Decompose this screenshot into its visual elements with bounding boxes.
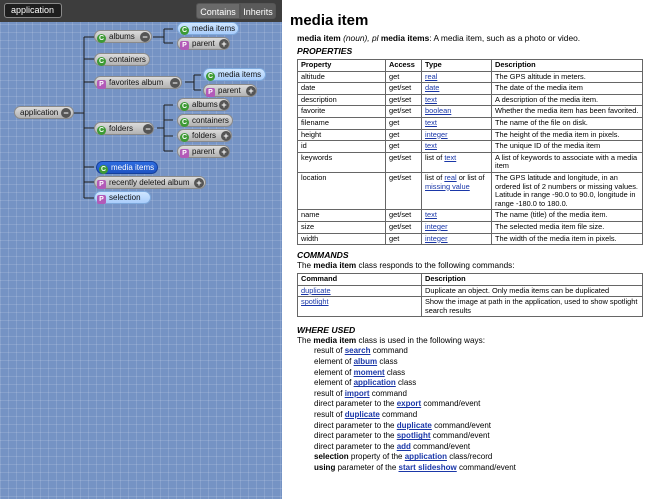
tree-node-label: parent xyxy=(192,39,215,48)
expand-icon[interactable]: + xyxy=(219,147,229,157)
where-used-intro xyxy=(290,336,647,346)
collapse-icon[interactable]: − xyxy=(140,32,150,42)
property-description: The width of the media item in pixels. xyxy=(492,233,643,245)
column-header: Description xyxy=(492,60,643,72)
type-link[interactable]: text xyxy=(444,152,457,162)
property-description: The name of the file on disk. xyxy=(492,117,643,129)
table-row xyxy=(298,152,643,172)
expand-icon[interactable]: + xyxy=(221,131,231,141)
class-icon: C xyxy=(98,58,105,65)
tree-node-label: containers xyxy=(192,116,229,125)
property-name: name xyxy=(298,210,386,222)
documentation-pane xyxy=(282,0,647,499)
definition-text: : A media item, such as a photo or video. xyxy=(429,33,581,43)
property-name: filename xyxy=(298,117,386,129)
used-intro-post: class is used in the following ways: xyxy=(358,336,485,346)
class-icon: C xyxy=(181,134,188,141)
used-bold-term: using xyxy=(314,463,336,472)
property-description: The height of the media item in pixels. xyxy=(492,129,643,141)
list-item: element of moment class xyxy=(314,367,406,377)
property-description: The GPS latitude and longitude, in an ordered list of 2 numbers or missing values. Latitude in range -90.0 to 90.0, longitude in range -180.0 to 180.0. xyxy=(492,172,643,209)
commands-table xyxy=(297,273,643,317)
class-icon: C xyxy=(181,119,188,126)
tree-node-label: albums xyxy=(109,32,135,41)
property-icon: P xyxy=(180,149,189,158)
table-row xyxy=(298,129,643,141)
tab-contains[interactable]: Contains xyxy=(196,3,240,19)
property-name: altitude xyxy=(298,71,386,83)
property-access: get xyxy=(386,117,422,129)
list-item: element of album class xyxy=(314,357,398,367)
table-header-row xyxy=(298,274,643,286)
command-link[interactable]: duplicate xyxy=(301,285,331,295)
list-item: element of application class xyxy=(314,378,417,388)
tree-node-label: parent xyxy=(218,86,241,95)
property-name: description xyxy=(298,94,386,106)
property-icon: P xyxy=(97,180,106,189)
property-type: list of real or list of missing value xyxy=(422,172,492,209)
property-access: get/set xyxy=(386,172,422,209)
tree-node-label: folders xyxy=(109,124,134,133)
property-type xyxy=(422,117,492,129)
property-icon: P xyxy=(97,195,106,204)
command-description: Show the image at path in the application, used to show spotlight search results xyxy=(422,297,643,317)
property-type xyxy=(422,141,492,153)
property-name: size xyxy=(298,221,386,233)
used-link[interactable]: search xyxy=(344,346,371,356)
column-header: Command xyxy=(298,274,422,286)
property-icon: P xyxy=(180,41,189,50)
used-link[interactable]: export xyxy=(396,399,422,409)
tree-node-containers[interactable] xyxy=(94,53,150,66)
commands-intro xyxy=(290,261,647,271)
table-row xyxy=(298,233,643,245)
property-name: location xyxy=(298,172,386,209)
properties-table xyxy=(297,59,643,245)
tree-node-media-items[interactable] xyxy=(203,68,266,81)
property-type xyxy=(422,83,492,95)
commands-intro-post: class responds to the following commands: xyxy=(358,261,515,271)
tree-node-favorites-album[interactable] xyxy=(94,76,182,89)
property-type xyxy=(422,233,492,245)
tree-node-label: media items xyxy=(192,24,236,33)
class-icon: C xyxy=(207,73,214,80)
property-name: width xyxy=(298,233,386,245)
property-access: get/set xyxy=(386,210,422,222)
property-name: height xyxy=(298,129,386,141)
class-icon: C xyxy=(100,166,107,173)
class-browser-pane xyxy=(0,0,282,499)
property-name: favorite xyxy=(298,106,386,118)
table-row xyxy=(298,94,643,106)
list-item: direct parameter to the duplicate command/event xyxy=(314,420,491,430)
tree-node-selection[interactable] xyxy=(94,191,151,204)
table-header-row xyxy=(298,60,643,72)
commands-intro-pre: The xyxy=(297,261,312,271)
where-used-list xyxy=(290,346,647,473)
tree-node-label: albums xyxy=(192,100,218,109)
used-link[interactable]: start slideshow xyxy=(398,463,457,472)
used-link[interactable]: duplicate xyxy=(396,420,432,430)
property-description: The selected media item file size. xyxy=(492,221,643,233)
type-link[interactable]: integer xyxy=(425,221,448,231)
tab-inherits[interactable]: Inherits xyxy=(240,3,276,19)
type-link[interactable]: text xyxy=(425,117,437,127)
table-row xyxy=(298,221,643,233)
type-link[interactable]: real xyxy=(425,71,438,81)
definition-plural: media items xyxy=(380,33,430,43)
used-link[interactable]: album xyxy=(353,357,378,367)
properties-heading: PROPERTIES xyxy=(297,46,353,56)
property-access: get/set xyxy=(386,152,422,172)
table-row xyxy=(298,83,643,95)
property-access: get xyxy=(386,141,422,153)
type-link[interactable]: text xyxy=(425,210,437,220)
type-link[interactable]: integer xyxy=(425,233,448,243)
property-access: get xyxy=(386,129,422,141)
definition-pos: (noun), xyxy=(343,33,370,43)
column-header: Property xyxy=(298,60,386,72)
property-description: A list of keywords to associate with a media item xyxy=(492,152,643,172)
command-link[interactable]: spotlight xyxy=(301,297,329,307)
command-name xyxy=(298,285,422,297)
list-item: result of import command xyxy=(314,388,407,398)
list-item: selection property of the application class/record xyxy=(314,452,493,462)
list-item: result of search command xyxy=(314,346,408,356)
column-header: Description xyxy=(422,274,643,286)
used-bold-term: selection xyxy=(314,452,349,462)
expand-icon[interactable]: + xyxy=(194,178,204,188)
tree-node-label: media items xyxy=(218,70,262,79)
table-row xyxy=(298,117,643,129)
tree-node-media-items[interactable] xyxy=(177,22,239,35)
property-access: get/set xyxy=(386,221,422,233)
collapse-icon[interactable]: − xyxy=(61,108,71,118)
property-name: date xyxy=(298,83,386,95)
tree-node-label: parent xyxy=(192,147,215,156)
table-row xyxy=(298,106,643,118)
type-link[interactable]: real xyxy=(444,172,457,182)
class-icon: C xyxy=(98,35,105,42)
property-type: list of text xyxy=(422,152,492,172)
tree-node-label: containers xyxy=(109,55,146,64)
table-row xyxy=(298,172,643,209)
used-link[interactable]: application xyxy=(404,452,447,462)
where-used-heading: WHERE USED xyxy=(297,325,356,336)
commands-intro-class: media item xyxy=(313,261,357,271)
column-header: Type xyxy=(422,60,492,72)
tree-node-label: folders xyxy=(192,131,217,140)
property-description: Whether the media item has been favorited. xyxy=(492,106,643,118)
expand-icon[interactable]: + xyxy=(219,100,229,110)
tree-node-containers[interactable] xyxy=(177,114,233,127)
tree-node-label: media items xyxy=(111,163,155,172)
used-link[interactable]: moment xyxy=(353,367,385,377)
table-row xyxy=(298,285,643,297)
used-link[interactable]: add xyxy=(396,441,411,451)
property-icon: P xyxy=(97,80,106,89)
tree-node-label: recently deleted album xyxy=(109,178,190,187)
root-class-field[interactable]: application xyxy=(4,3,62,18)
used-link[interactable]: application xyxy=(353,378,396,388)
property-access: get/set xyxy=(386,94,422,106)
table-row xyxy=(298,297,643,317)
definition-pl: pl xyxy=(371,33,379,43)
list-item: direct parameter to the spotlight command/event xyxy=(314,431,490,441)
property-description: A description of the media item. xyxy=(492,94,643,106)
commands-heading: COMMANDS xyxy=(297,250,349,261)
collapse-icon[interactable]: − xyxy=(170,78,180,88)
list-item: using parameter of the start slideshow command/event xyxy=(314,463,516,472)
property-access: get/set xyxy=(386,83,422,95)
property-type xyxy=(422,106,492,118)
type-link[interactable]: boolean xyxy=(425,106,452,116)
list-item: result of duplicate command xyxy=(314,410,418,420)
property-type xyxy=(422,221,492,233)
tree-node-media-items-selected[interactable] xyxy=(96,161,158,174)
property-description: The date of the media item xyxy=(492,83,643,95)
property-type xyxy=(422,210,492,222)
type-link[interactable]: date xyxy=(425,83,440,93)
definition-name: media item xyxy=(297,33,341,43)
class-definition xyxy=(290,33,647,44)
tree-node-label: favorites album xyxy=(109,78,164,87)
property-description: The GPS altitude in meters. xyxy=(492,71,643,83)
type-link[interactable]: text xyxy=(425,94,437,104)
property-description: The name (title) of the media item. xyxy=(492,210,643,222)
expand-icon[interactable]: + xyxy=(219,39,229,49)
table-row xyxy=(298,210,643,222)
tree-node-recently-deleted-album[interactable] xyxy=(94,176,206,189)
type-link[interactable]: missing value xyxy=(425,181,470,191)
property-type xyxy=(422,71,492,83)
type-link[interactable]: text xyxy=(425,141,437,151)
used-link[interactable]: import xyxy=(344,388,370,398)
used-intro-class: media item xyxy=(313,336,357,346)
collapse-icon[interactable]: − xyxy=(143,124,153,134)
property-access: get/set xyxy=(386,106,422,118)
table-row xyxy=(298,141,643,153)
column-header: Access xyxy=(386,60,422,72)
property-name: id xyxy=(298,141,386,153)
class-icon: C xyxy=(181,27,188,34)
property-type xyxy=(422,129,492,141)
property-type xyxy=(422,94,492,106)
used-intro-pre: The xyxy=(297,336,312,346)
used-link[interactable]: spotlight xyxy=(396,431,431,441)
page-title: media item xyxy=(290,12,369,29)
command-name xyxy=(298,297,422,317)
list-item: direct parameter to the add command/event xyxy=(314,441,471,451)
tree-node-label: application xyxy=(20,108,59,117)
property-access: get xyxy=(386,233,422,245)
property-icon: P xyxy=(206,88,215,97)
used-link[interactable]: duplicate xyxy=(344,410,380,420)
property-name: keywords xyxy=(298,152,386,172)
tree-node-label: selection xyxy=(109,193,141,202)
property-description: The unique ID of the media item xyxy=(492,141,643,153)
command-description: Duplicate an object. Only media items can be duplicated xyxy=(422,285,643,297)
list-item: direct parameter to the export command/event xyxy=(314,399,481,409)
property-access: get xyxy=(386,71,422,83)
expand-icon[interactable]: + xyxy=(246,86,256,96)
type-link[interactable]: integer xyxy=(425,129,448,139)
class-icon: C xyxy=(181,103,188,110)
class-icon: C xyxy=(98,127,105,134)
table-row xyxy=(298,71,643,83)
